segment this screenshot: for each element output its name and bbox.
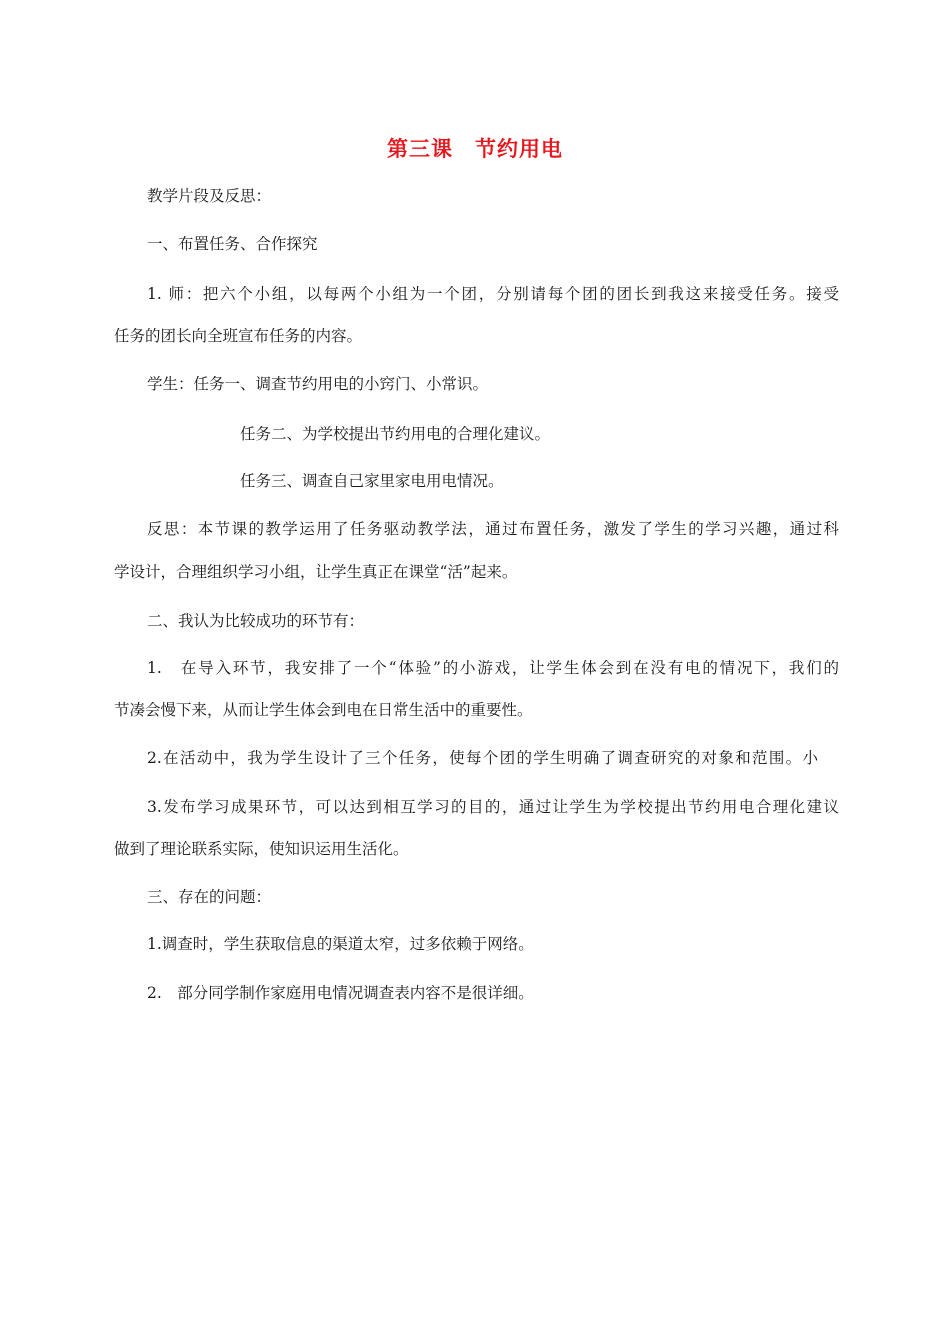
page-title — [0, 134, 950, 164]
section-heading-2: 二、我认为比较成功的环节有： — [147, 612, 365, 630]
paragraph-line: 1.调查时，学生获取信息的渠道太窄，过多依赖于网络。 — [147, 935, 534, 953]
paragraph-line: 2. 部分同学制作家庭用电情况调查表内容不是很详细。 — [147, 984, 534, 1002]
paragraph-line: 1. 在导入环节，我安排了一个“体验”的小游戏，让学生体会到在没有电的情况下，我们的 — [147, 659, 839, 677]
title-lesson-name: 节约用电 — [475, 137, 563, 161]
section-heading-3: 三、存在的问题： — [147, 888, 272, 906]
paragraph-line: 任务二、为学校提出节约用电的合理化建议。 — [240, 425, 551, 443]
paragraph-line: 节凑会慢下来，从而让学生体会到电在日常生活中的重要性。 — [114, 701, 533, 719]
paragraph-line: 1. 师：把六个小组，以每两个小组为一个团，分别请每个团的团长到我这来接受任务。接受 — [147, 285, 839, 303]
paragraph-line: 学设计，合理组织学习小组，让学生真正在课堂“活”起来。 — [114, 563, 518, 581]
paragraph-line: 做到了理论联系实际，使知识运用生活化。 — [114, 840, 409, 858]
section-intro: 教学片段及反思： — [147, 187, 272, 205]
title-lesson-number: 第三课 — [387, 137, 453, 161]
paragraph-line: 学生：任务一、调查节约用电的小窍门、小常识。 — [147, 375, 489, 393]
paragraph-line: 3.发布学习成果环节，可以达到相互学习的目的，通过让学生为学校提出节约用电合理化建议 — [147, 798, 839, 816]
paragraph-line: 2.在活动中，我为学生设计了三个任务，使每个团的学生明确了调查研究的对象和范围。小 — [147, 749, 818, 767]
section-heading-1: 一、布置任务、合作探究 — [147, 235, 318, 253]
paragraph-line: 反思：本节课的教学运用了任务驱动教学法，通过布置任务，激发了学生的学习兴趣，通过科 — [147, 520, 839, 538]
paragraph-line: 任务的团长向全班宣布任务的内容。 — [114, 327, 363, 345]
paragraph-line: 任务三、调查自己家里家电用电情况。 — [240, 472, 504, 490]
